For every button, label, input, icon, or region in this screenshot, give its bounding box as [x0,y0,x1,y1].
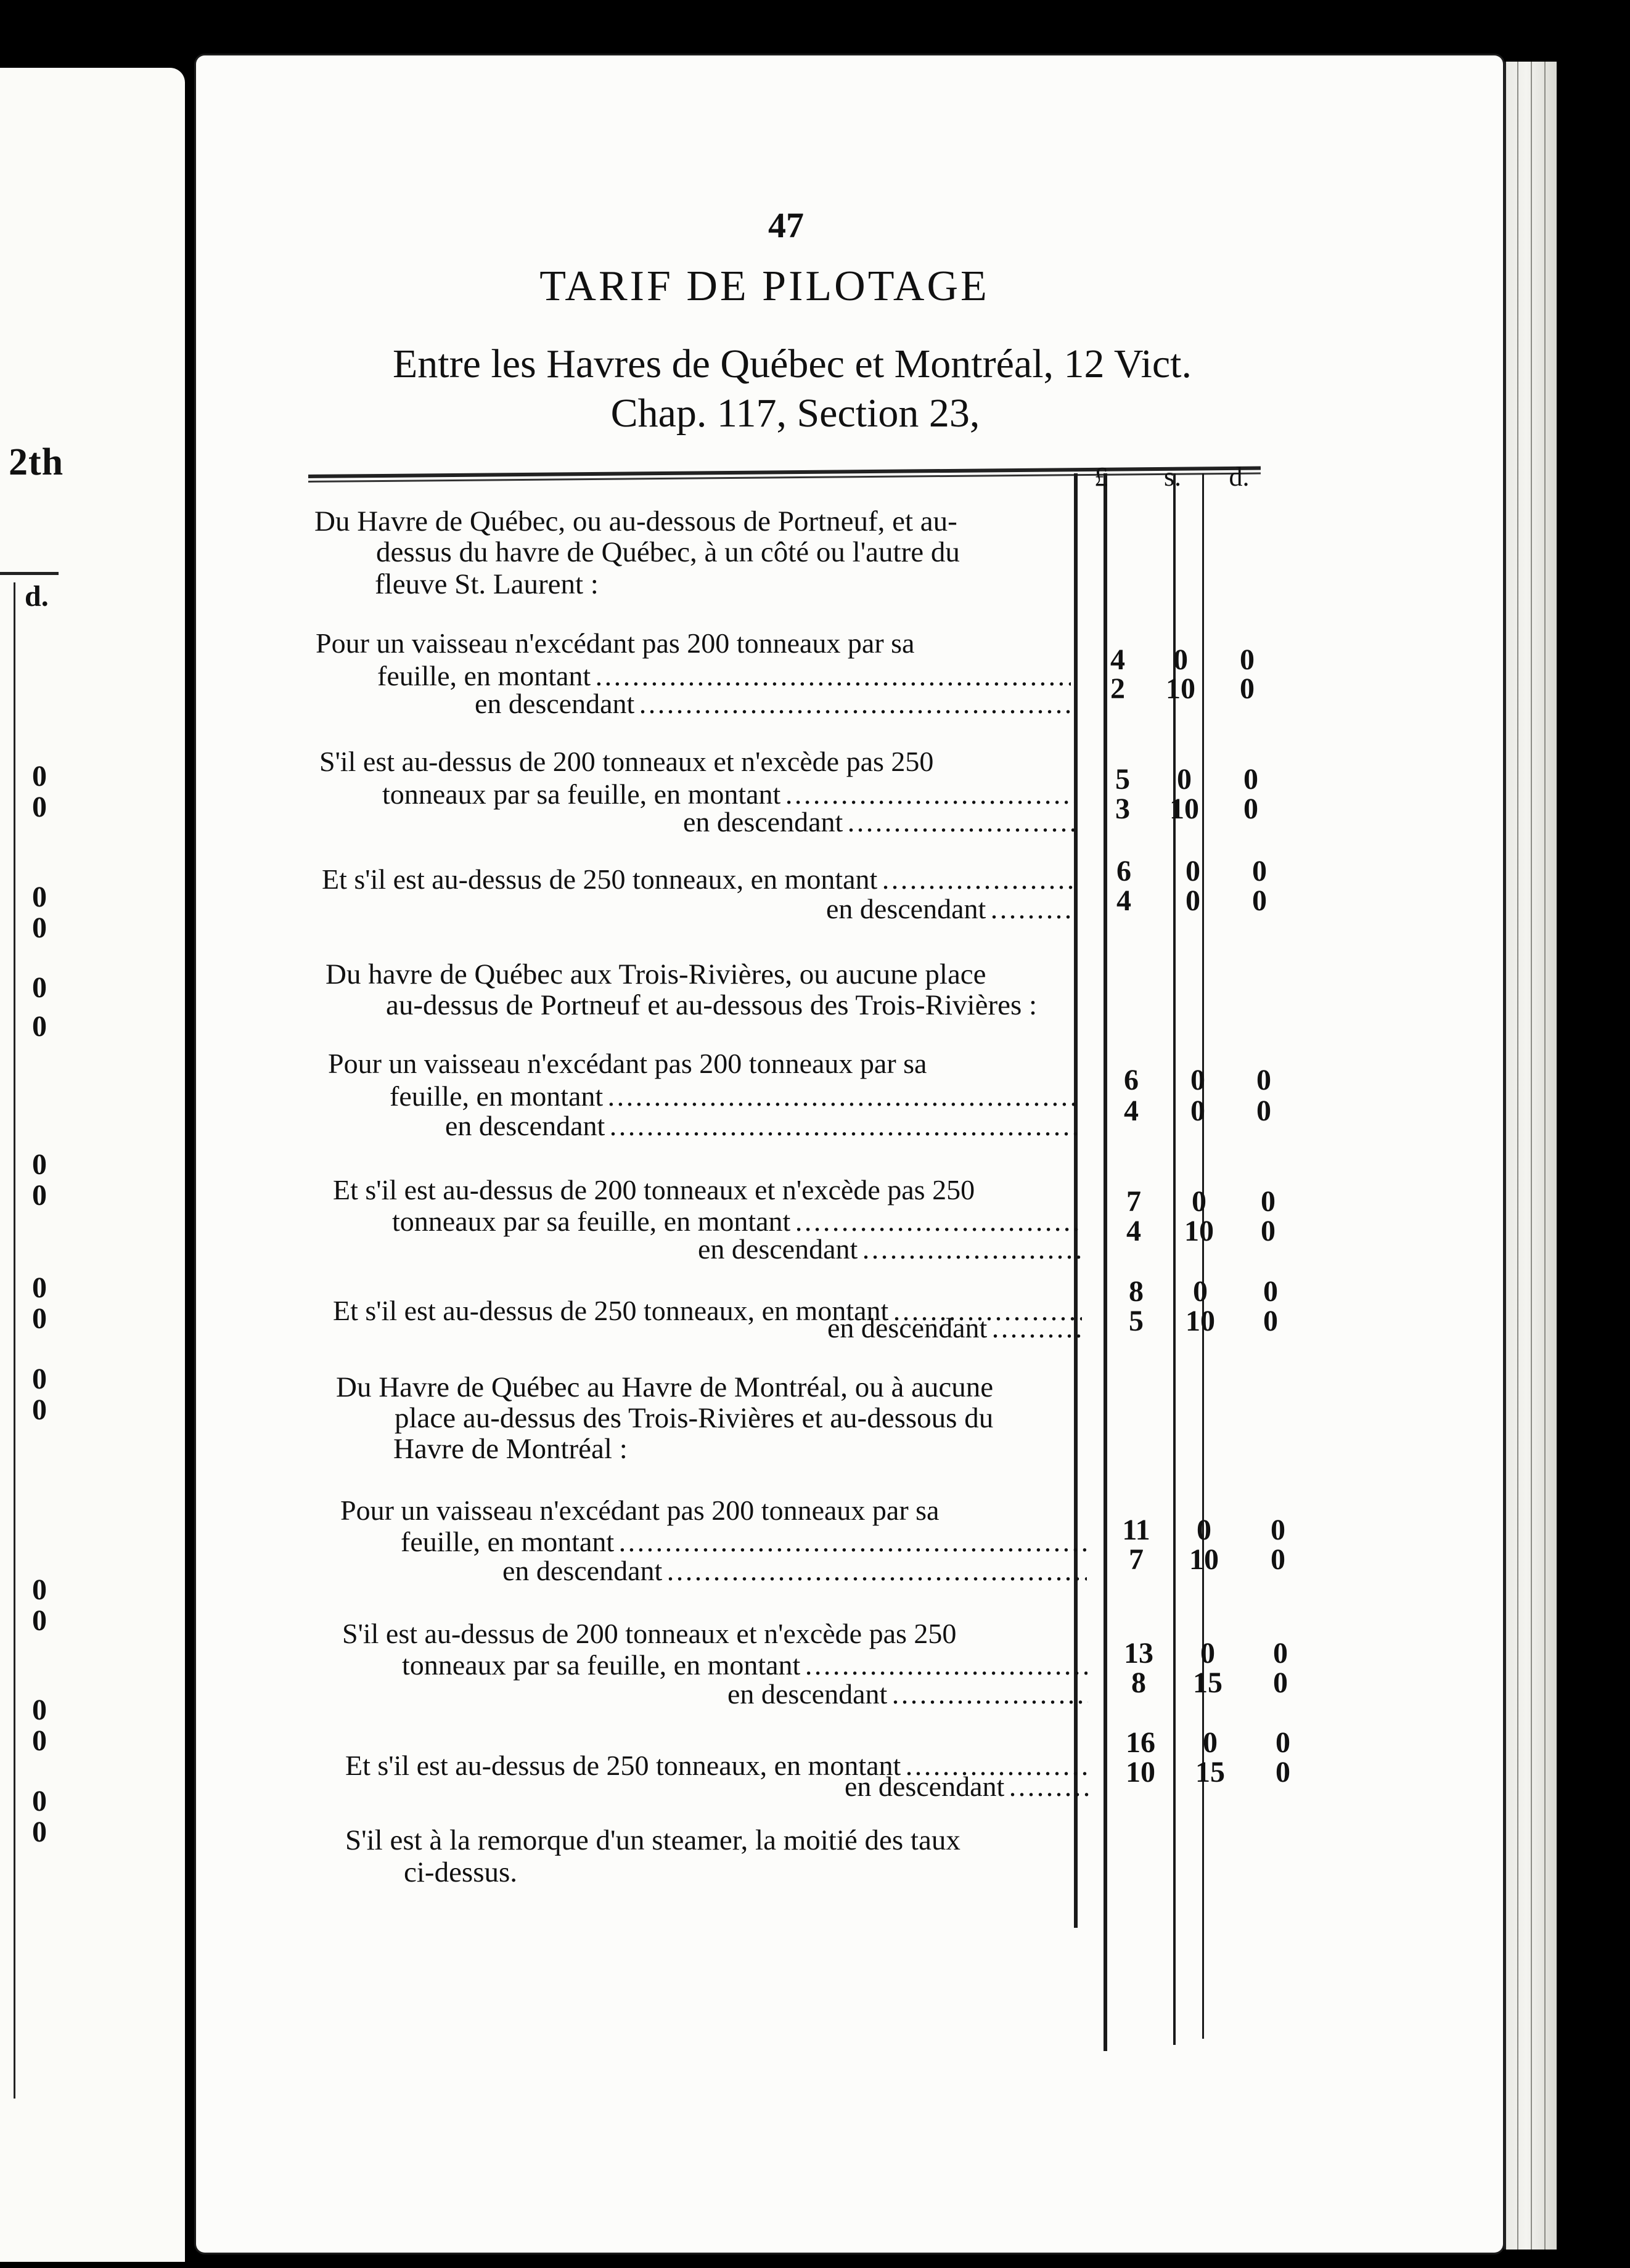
value-shillings: 0 [1193,1275,1208,1308]
section-heading: au-dessus de Portneuf et au-dessous des Trois-Rivières : [386,989,1038,1021]
value-pence: 0 [1256,1095,1271,1127]
value-pounds: 4 [1124,1095,1139,1127]
value-pounds: 11 [1122,1514,1150,1546]
section-heading: place au-dessus des Trois-Rivières et au-dessous du [395,1402,994,1434]
value-pence: 0 [1263,1305,1278,1337]
value-pounds: 5 [1129,1305,1144,1337]
value-pence: 0 [1263,1275,1278,1308]
left-page-value: 0 [32,1785,47,1817]
rate-line-downstream: en descendant . . . [727,1678,1088,1710]
value-pence: 0 [1243,793,1258,825]
rate-description: Pour un vaisseau n'excédant pas 200 tonneaux par sa [328,1048,927,1079]
page-subtitle: Entre les Havres de Québec et Montréal, 12 Vict. [392,341,1192,386]
section-heading: Du Havre de Québec au Havre de Montréal, ou à aucune [336,1371,994,1403]
rate-line-upstream: feuille, en montant . . . [401,1525,1086,1558]
left-page-value: 0 [32,1604,47,1637]
left-page-header-fragment: 2th [9,441,64,483]
left-page-value: 0 [32,1393,47,1426]
footnote: S'il est à la remorque d'un steamer, la moitié des taux [345,1824,960,1856]
left-page-value: 0 [32,1179,47,1212]
left-page-value: 0 [32,1148,47,1181]
left-page-value: 0 [32,1010,47,1043]
value-pounds: 7 [1126,1185,1141,1218]
value-pence: 0 [1261,1215,1276,1247]
value-pence: 0 [1276,1726,1290,1759]
value-pounds: 7 [1129,1543,1144,1576]
column-rule-shillings [1173,473,1176,2045]
rate-line-downstream: en descendant . . . [827,1311,1083,1344]
rate-line-downstream: en descendant . . . [698,1233,1083,1265]
value-shillings: 0 [1192,1185,1206,1218]
rate-description: S'il est au-dessus de 200 tonneaux et n'excède pas 250 [342,1618,957,1649]
rate-line-upstream: Et s'il est au-dessus de 250 tonneaux, en montant . . . [322,863,1075,895]
rate-line-upstream: feuille, en montant . . . [390,1080,1079,1112]
value-shillings: 10 [1189,1543,1219,1576]
value-pence: 0 [1240,643,1255,676]
value-shillings: 0 [1190,1064,1205,1096]
rate-line-downstream: en descendant . . . [502,1554,1087,1587]
value-pounds: 6 [1116,855,1131,887]
rate-line-upstream: tonneaux par sa feuille, en montant . . . [392,1205,1081,1238]
value-pounds: 4 [1116,884,1131,917]
value-pence: 0 [1252,884,1267,917]
rate-description: Et s'il est au-dessus de 200 tonneaux et n'excède pas 250 [333,1174,975,1205]
value-pounds: 13 [1124,1637,1153,1670]
value-pounds: 10 [1126,1756,1155,1789]
left-page-fragment [0,68,185,2262]
value-pence: 0 [1252,855,1267,887]
column-header-shillings: s. [1163,462,1182,492]
value-pounds: 8 [1131,1666,1146,1699]
value-pence: 0 [1271,1543,1285,1576]
value-shillings: 0 [1203,1726,1218,1759]
value-pounds: 8 [1129,1275,1144,1308]
left-page-value: 0 [32,760,47,793]
left-page-value: 0 [32,912,47,944]
value-shillings: 0 [1177,763,1192,796]
value-pence: 0 [1276,1756,1290,1789]
left-page-value: 0 [32,1694,47,1726]
value-pounds: 6 [1124,1064,1139,1096]
left-page-rule [0,572,59,575]
value-shillings: 0 [1173,643,1188,676]
rate-line-downstream: en descendant . . . [845,1770,1091,1803]
rate-line-downstream: en descendant . . . [475,687,1071,720]
value-pence: 0 [1261,1185,1276,1218]
rate-line-upstream: tonneaux par sa feuille, en montant . . . [382,778,1074,810]
left-page-value: 0 [32,1816,47,1848]
left-page-value: 0 [32,1302,47,1335]
value-shillings: 15 [1193,1666,1222,1699]
left-page-value: 0 [32,971,47,1004]
column-rule-pence [1202,473,1204,2039]
rate-line-downstream: en descendant . . . [445,1109,1080,1142]
value-shillings: 10 [1186,1305,1215,1337]
value-shillings: 0 [1200,1637,1215,1670]
value-shillings: 0 [1197,1514,1211,1546]
value-pence: 0 [1243,763,1258,796]
page-edge [1504,62,1557,2250]
rate-line-upstream: Et s'il est au-dessus de 250 tonneaux, en montant . . . [333,1294,1082,1327]
left-page-column-rule [14,582,15,2099]
value-shillings: 0 [1186,855,1200,887]
left-page-value: 0 [32,1363,47,1395]
left-page-column-label: d. [25,580,49,613]
left-page-value: 0 [32,1724,47,1757]
rate-description: Pour un vaisseau n'excédant pas 200 tonneaux par sa [316,627,915,659]
page-number: 47 [768,205,804,245]
section-heading: fleuve St. Laurent : [375,568,599,600]
value-shillings: 10 [1169,793,1199,825]
page-title: TARIF DE PILOTAGE [539,263,989,310]
value-pounds: 16 [1126,1726,1155,1759]
page-subtitle-continued: Chap. 117, Section 23, [610,391,980,436]
rate-line-downstream: en descendant . . . [826,892,1076,925]
section-heading: Du havre de Québec aux Trois-Rivières, ou aucune place [326,958,986,990]
value-shillings: 10 [1166,672,1195,705]
rate-line-upstream: tonneaux par sa feuille, en montant . . . [402,1649,1087,1681]
value-pounds: 2 [1110,672,1125,705]
section-heading: Du Havre de Québec, ou au-dessous de Portneuf, et au- [314,505,957,537]
rate-line-upstream: Et s'il est au-dessus de 250 tonneaux, en montant . . . [345,1749,1091,1782]
value-pounds: 5 [1115,763,1130,796]
column-rule-pounds [1104,473,1107,2051]
value-pounds: 4 [1110,643,1125,676]
rate-line-upstream: feuille, en montant . . . [377,659,1071,692]
value-pence: 0 [1256,1064,1271,1096]
value-shillings: 15 [1195,1756,1225,1789]
column-header-pounds: £ [1094,462,1108,492]
value-pounds: 4 [1126,1215,1141,1247]
value-pence: 0 [1273,1637,1288,1670]
footnote-continued: ci-dessus. [404,1856,518,1888]
left-page-value: 0 [32,1573,47,1606]
value-pence: 0 [1273,1666,1288,1699]
left-page-value: 0 [32,881,47,913]
rate-description: S'il est au-dessus de 200 tonneaux et n'excède pas 250 [319,746,934,777]
column-header-pence: d. [1229,462,1250,492]
section-heading: dessus du havre de Québec, à un côté ou l'autre du [376,536,960,568]
value-shillings: 0 [1186,884,1200,917]
left-page-value: 0 [32,791,47,823]
rate-line-downstream: en descendant . . . [683,806,1075,838]
value-shillings: 0 [1190,1095,1205,1127]
section-heading: Havre de Montréal : [393,1433,628,1465]
value-shillings: 10 [1184,1215,1214,1247]
left-page-value: 0 [32,1271,47,1304]
value-pence: 0 [1240,672,1255,705]
value-pence: 0 [1271,1514,1285,1546]
value-pounds: 3 [1115,793,1130,825]
rate-description: Pour un vaisseau n'excédant pas 200 tonneaux par sa [340,1495,940,1526]
